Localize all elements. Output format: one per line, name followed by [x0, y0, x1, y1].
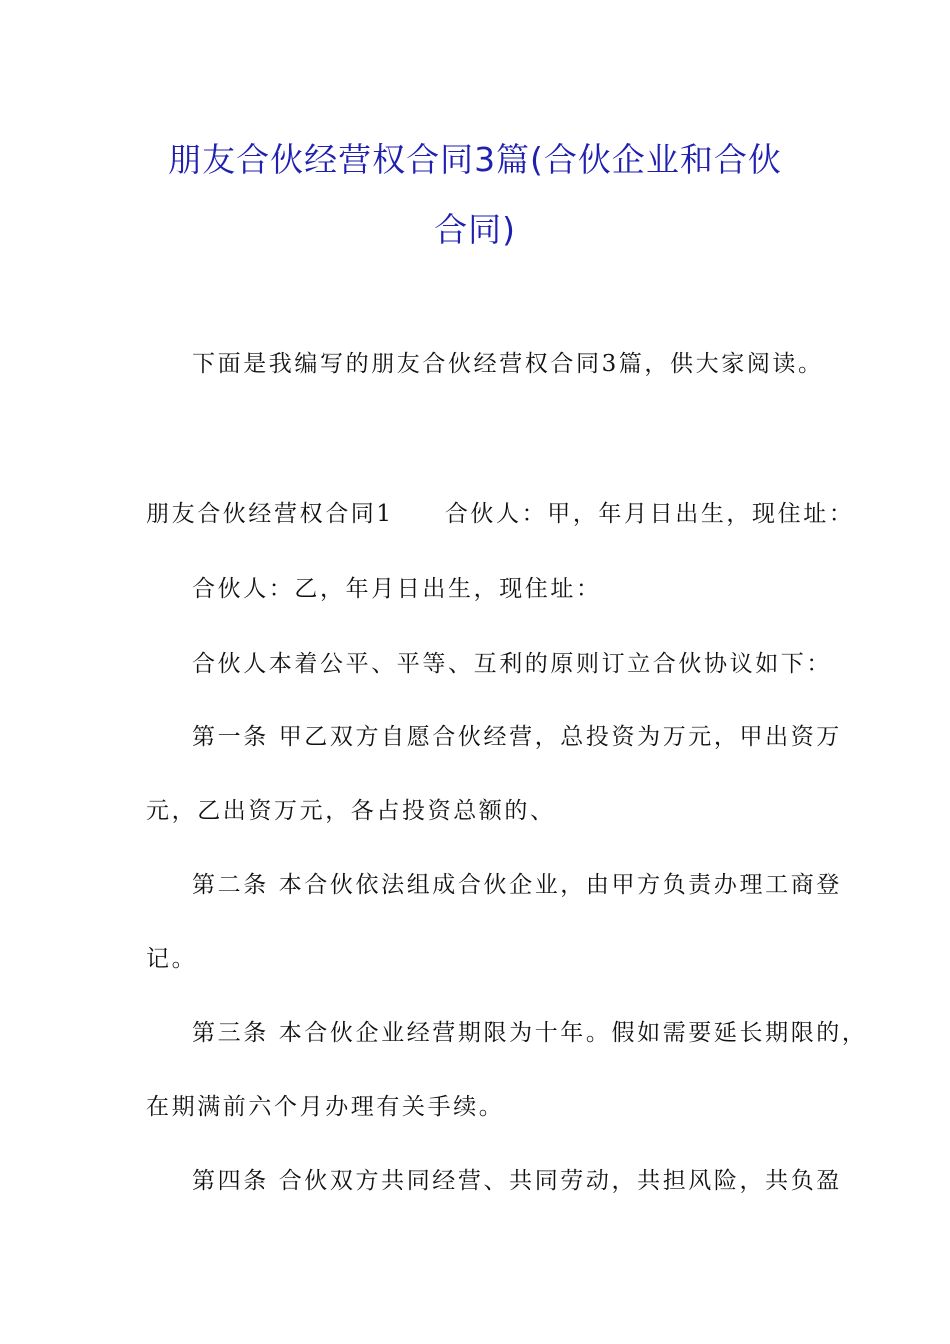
- article-2-continued: 记。: [146, 946, 198, 972]
- contract-heading-line: 朋友合伙经营权合同1 合伙人：甲，年月日出生，现住址：: [146, 501, 855, 527]
- article-3-line: 第三条 本合伙企业经营期限为十年。假如需要延长期限的，: [192, 1020, 868, 1046]
- article-3-continued: 在期满前六个月办理有关手续。: [146, 1094, 505, 1120]
- document-title-line-2: 合同): [434, 210, 516, 249]
- article-2-line: 第二条 本合伙依法组成合伙企业，由甲方负责办理工商登: [192, 872, 842, 898]
- body-line: 合伙人本着公平、平等、互利的原则订立合伙协议如下：: [192, 651, 832, 677]
- article-1-line: 第一条 甲乙双方自愿合伙经营，总投资为万元，甲出资万: [192, 724, 842, 750]
- article-1-continued: 元，乙出资万元，各占投资总额的、: [146, 798, 556, 824]
- intro-paragraph: 下面是我编写的朋友合伙经营权合同3篇，供大家阅读。: [192, 351, 824, 377]
- document-title-line-1: 朋友合伙经营权合同3篇(合伙企业和合伙: [168, 140, 782, 179]
- body-line: 合伙人：乙，年月日出生，现住址：: [192, 576, 602, 602]
- article-4-line: 第四条 合伙双方共同经营、共同劳动，共担风险，共负盈: [192, 1168, 842, 1194]
